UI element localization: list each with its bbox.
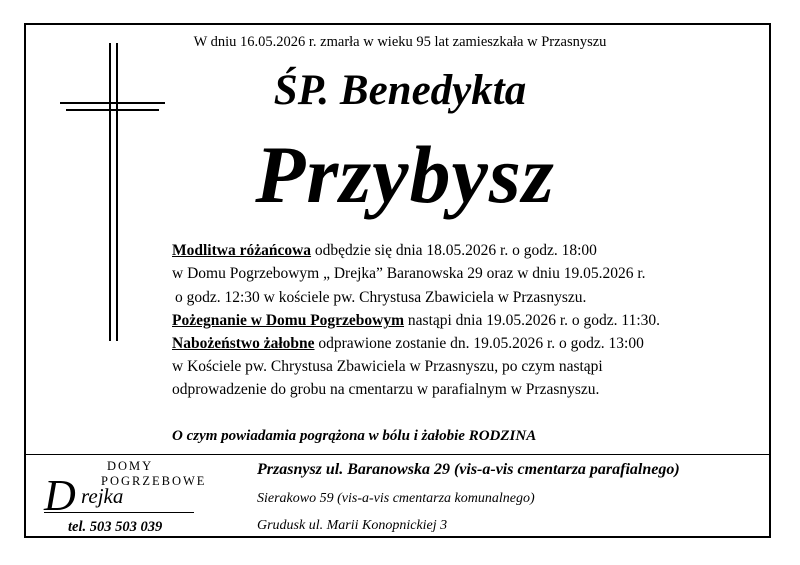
farewell-text: nastąpi dnia 19.05.2026 r. o godz. 11:30. bbox=[404, 312, 661, 329]
service-text-1: odprawione zostanie dn. 19.05.2026 r. o godz. 13:00 bbox=[314, 335, 644, 352]
family-notice: O czym powiadamia pogrążona w bólu i żałobie RODZINA bbox=[172, 428, 537, 444]
farewell-line bbox=[172, 311, 660, 331]
logo-underline bbox=[44, 512, 194, 513]
service-line-1 bbox=[172, 334, 644, 354]
address-secondary: Sierakowo 59 (vis-a-vis cmentarza komunalnego) bbox=[257, 491, 535, 506]
death-notice-line: W dniu 16.05.2026 r. zmarła w wieku 95 lat zamieszkała w Przasnyszu bbox=[193, 34, 607, 50]
logo-initial: D bbox=[44, 471, 76, 520]
rosary-line-1 bbox=[172, 241, 597, 261]
farewell-label: Pożegnanie w Domu Pogrzebowym bbox=[172, 312, 405, 329]
deceased-title: ŚP. Benedykta bbox=[273, 67, 527, 114]
logo-name: rejka bbox=[81, 484, 124, 508]
logo-line-1: DOMY bbox=[107, 459, 154, 473]
service-line-2: w Kościele pw. Chrystusa Zbawiciela w Przasnyszu, po czym nastąpi bbox=[172, 358, 603, 375]
service-line-3: odprowadzenie do grobu na cmentarzu w parafialnym w Przasnyszu. bbox=[172, 381, 600, 398]
rosary-text-1: odbędzie się dnia 18.05.2026 r. o godz. 18:00 bbox=[311, 242, 597, 259]
rosary-line-3: o godz. 12:30 w kościele pw. Chrystusa Zbawiciela w Przasnyszu. bbox=[175, 289, 587, 306]
address-main: Przasnysz ul. Baranowska 29 (vis-a-vis cmentarza parafialnego) bbox=[257, 461, 680, 478]
service-label: Nabożeństwo żałobne bbox=[172, 335, 315, 352]
footer-divider bbox=[26, 454, 769, 455]
rosary-label: Modlitwa różańcowa bbox=[172, 242, 312, 259]
deceased-surname: Przybysz bbox=[255, 129, 555, 220]
address-tertiary: Grudusk ul. Marii Konopnickiej 3 bbox=[257, 518, 448, 533]
logo-line-2: POGRZEBOWE bbox=[101, 474, 207, 488]
rosary-line-2: w Domu Pogrzebowym „ Drejka” Baranowska 29 oraz w dniu 19.05.2026 r. bbox=[172, 265, 646, 282]
phone-number: tel. 503 503 039 bbox=[68, 519, 163, 535]
